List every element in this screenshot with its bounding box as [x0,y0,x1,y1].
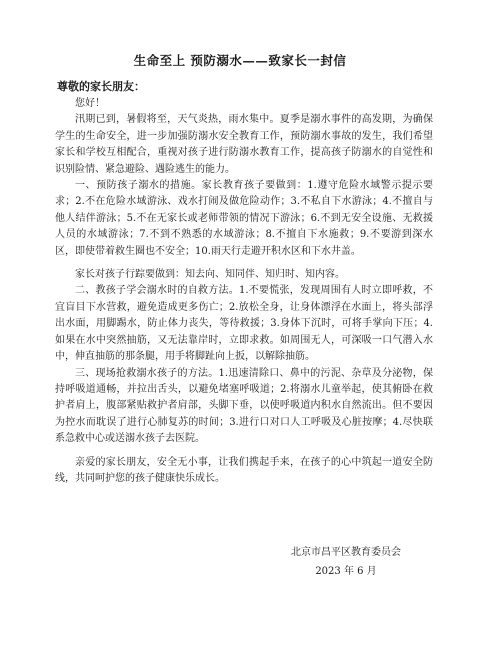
rescue-methods-paragraph: 三、现场抢救溺水孩子的方法。1.迅速清除口、鼻中的污泥、杂草及分泌物，保持呼吸道通畅，并拉出舌头，以避免堵塞呼吸道；2.将溺水儿童举起，使其俯卧在救护者肩上，腹部紧贴救护者肩部，头脚下垂，以使呼吸道内积水自然流出。但不要因为控水而耽误了进行心肺复苏的时间；3.进行口对口人工呼吸及心脏按摩；4.尽快联系急救中心或送溺水孩子去医院。 [55,367,433,445]
greeting-paragraph: 您好！ [75,98,105,109]
intro-paragraph: 汛期已到，暑假将至，天气炎热，雨水集中。夏季是溺水事件的高发期，为确保学生的生命安全，进一步加强防溺水安全教育工作，预防溺水事故的发生，我们希望家长和学校互相配合，重视对孩子进行防溺水教育工作，提高孩子防溺水的自觉性和识别险情、紧急避险、遇险逃生的能力。 [55,114,433,175]
page-title: 生命至上 预防溺水——致家长一封信 [133,53,347,68]
self-rescue-paragraph: 二、教孩子学会溺水时的自救方法。1.不要慌张，发现周围有人时立即呼救，不宜盲目下水营救，避免造成更多伤亡；2.放松全身，让身体漂浮在水面上，将头部浮出水面，用脚踢水，防止体力丧失，等待救援；3.身体下沉时，可将手掌向下压；4.如果在水中突然抽筋，又无法靠岸时，立即求救。如周围无人，可深吸一口气潜入水中，伸直抽筋的那条腿，用手将脚趾向上扳，以解除抽筋。 [55,285,433,363]
parent-tracking-paragraph: 家长对孩子行踪要做到：知去向、知同伴、知归时、知内容。 [75,269,345,281]
closing-paragraph: 亲爱的家长朋友，安全无小事，让我们携起手来，在孩子的心中筑起一道安全防线，共同呵护您的孩子健康快乐成长。 [55,456,433,484]
salutation: 尊敬的家长朋友： [57,80,145,93]
letter-body [55,96,433,487]
signature-org: 北京市昌平区教育委员会 [291,547,401,558]
signature-date: 2023 年 6 月 [315,566,377,577]
signature-block [290,543,402,581]
prevention-measures-paragraph: 一、预防孩子溺水的措施。家长教育孩子要做到：1.遵守危险水域警示提示要求；2.不在危险水域游泳、戏水打闹及做危险动作；3.不私自下水游泳；4.不擅自与他人结伴游泳；5.不在无家长或老师带领的情况下游泳；6.不到无安全设施、无救援人员的水域游泳；7.不到不熟悉的水域游泳；8.不擅自下水施救；9.不要游到深水区，即使带着救生圈也不安全；10.雨天行走避开积水区和下水井盖。 [55,180,433,257]
